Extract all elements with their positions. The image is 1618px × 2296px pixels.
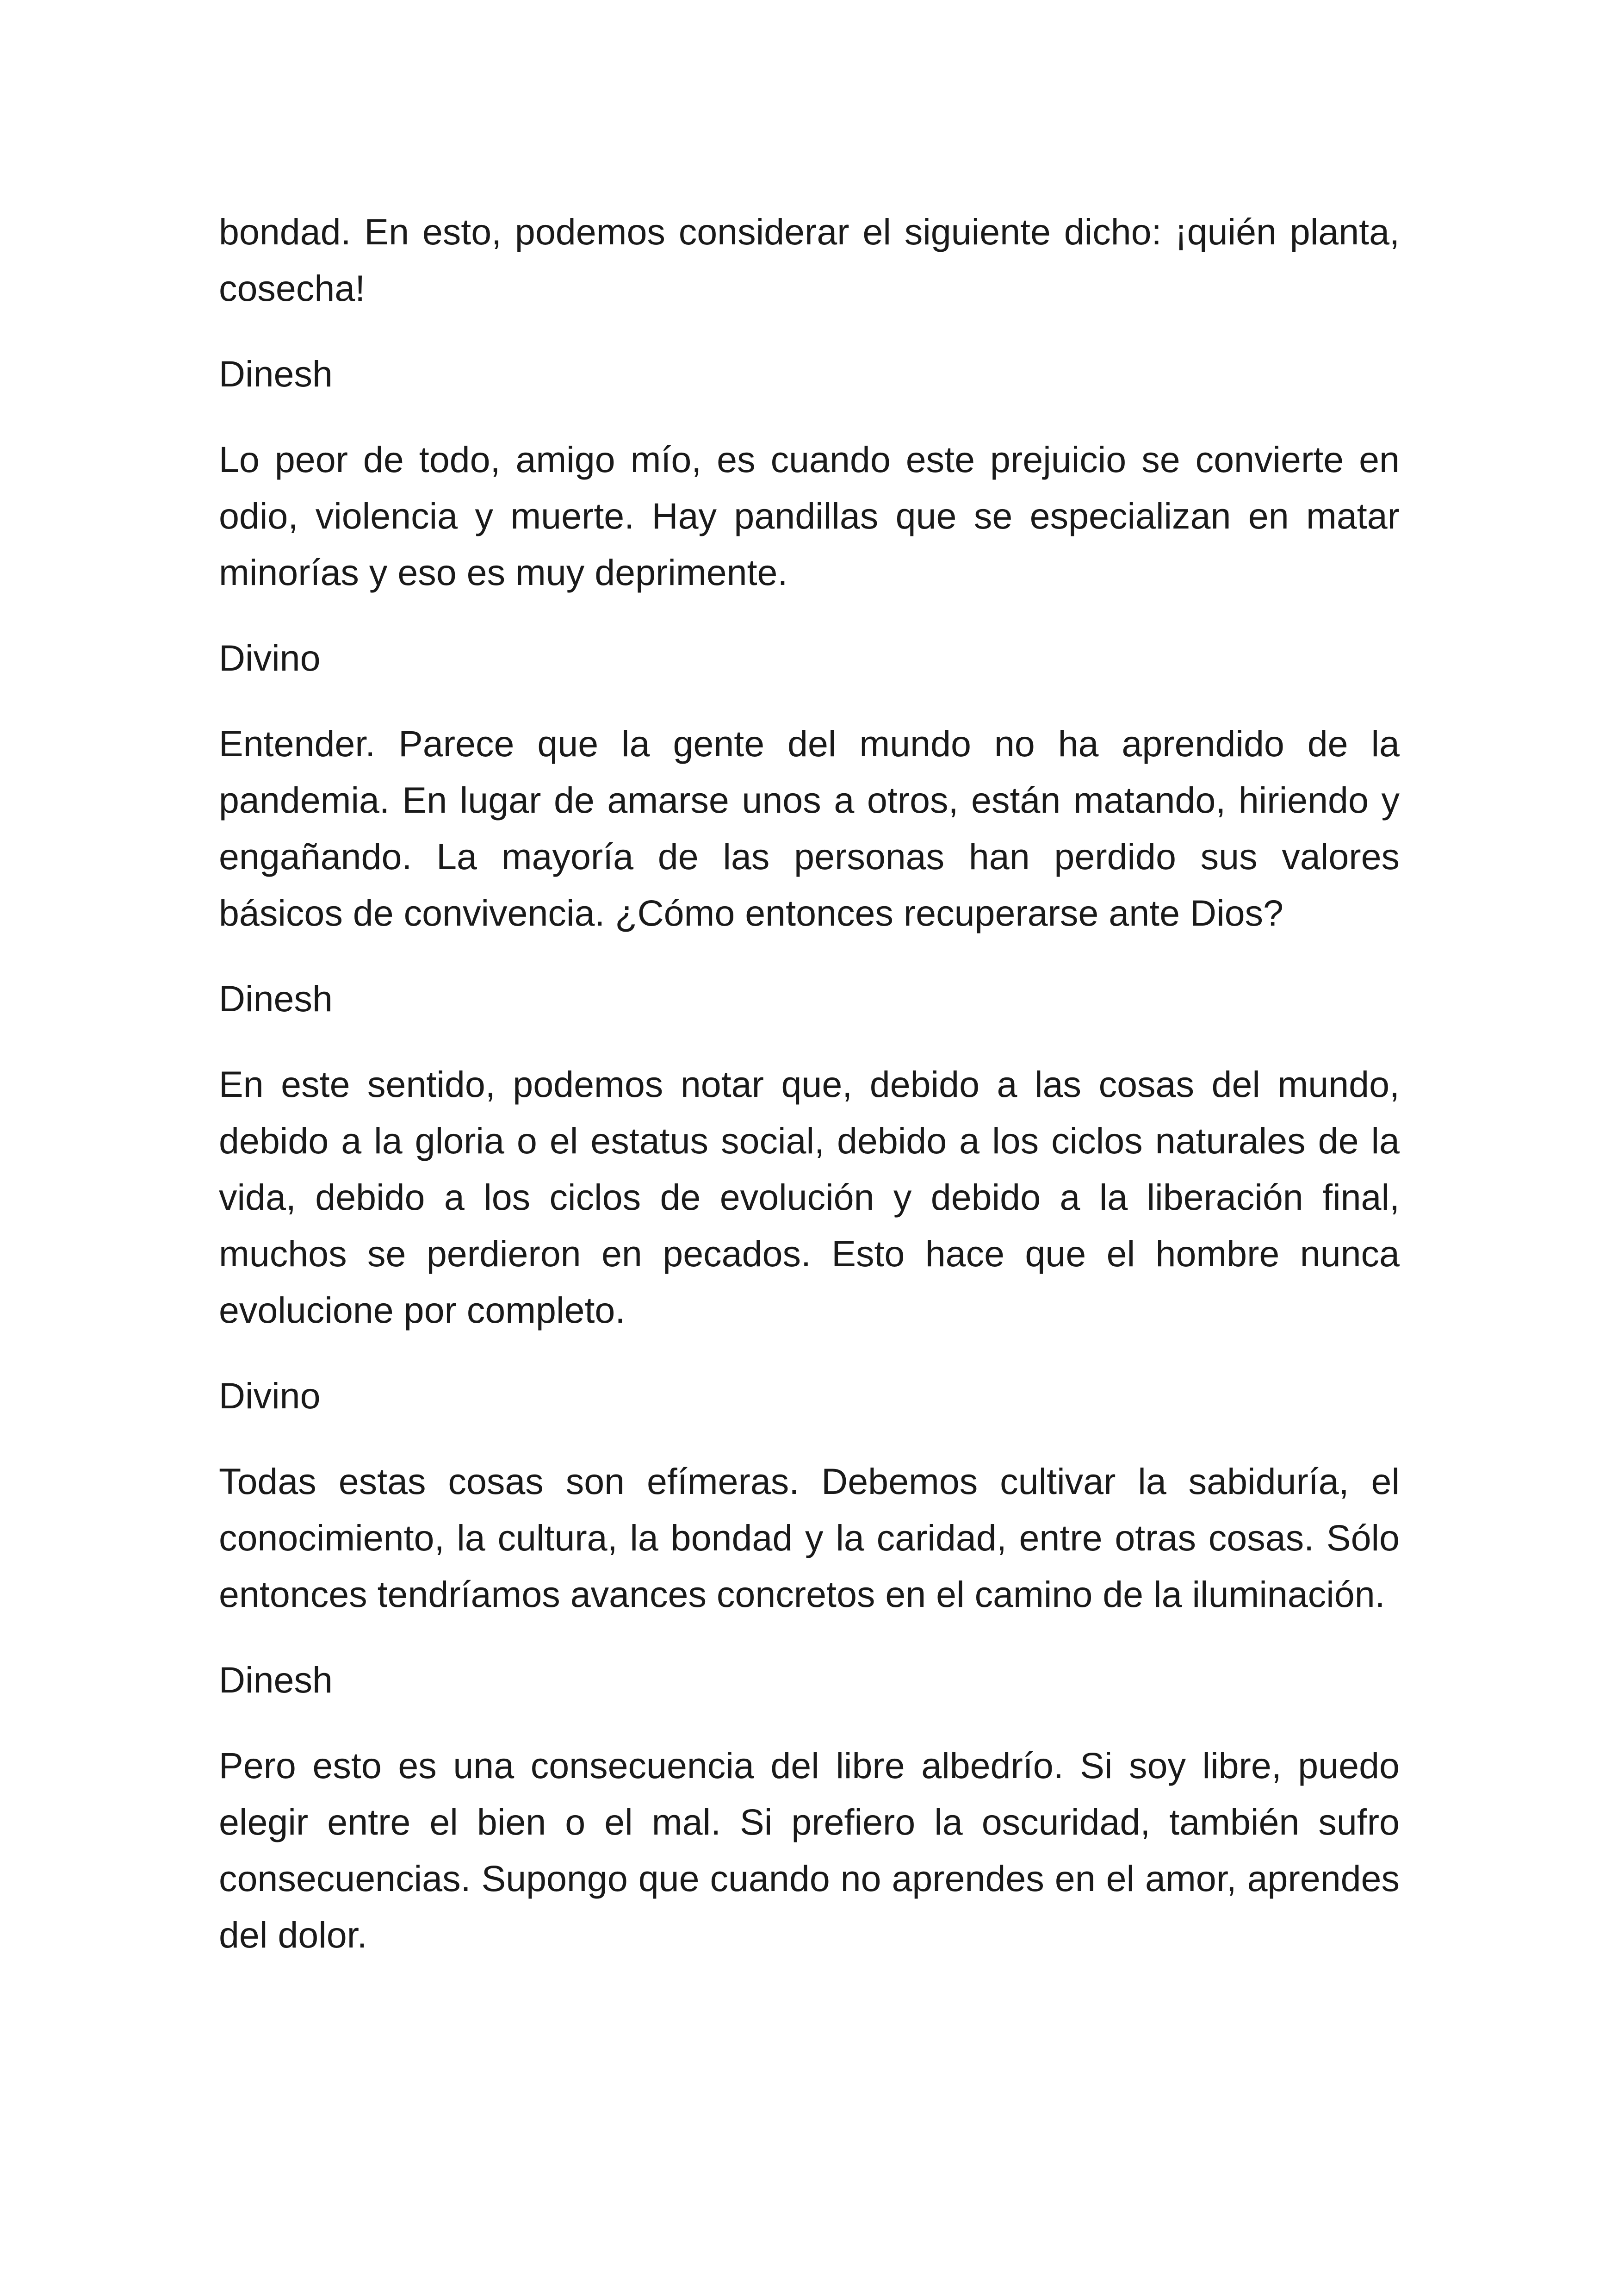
dialogue-paragraph: Pero esto es una consecuencia del libre albedrío. Si soy libre, puedo elegir entre el bien o el mal. Si prefiero la oscuridad, también sufro consecuencias. Supongo que cuando no aprendes en el amor, aprendes del dolor.: [219, 1745, 1400, 1955]
dialogue-paragraph: En este sentido, podemos notar que, debido a las cosas del mundo, debido a la gloria o el estatus social, debido a los ciclos naturales de la vida, debido a los ciclos de evolución y debido a la liberación final, muchos se perdieron en pecados. Esto hace que el hombre nunca evolucione por completo.: [219, 1064, 1400, 1331]
speaker-label: Dinesh: [219, 353, 333, 394]
paragraph-continuation: bondad. En esto, podemos considerar el siguiente dicho: ¡quién planta, cosecha!: [219, 211, 1400, 309]
dialogue-paragraph: Todas estas cosas son efímeras. Debemos cultivar la sabiduría, el conocimiento, la cultura, la bondad y la caridad, entre otras cosas. Sólo entonces tendríamos avances concretos en el camino de la iluminación.: [219, 1461, 1400, 1615]
speaker-label: Dinesh: [219, 978, 333, 1019]
speaker-label: Dinesh: [219, 1659, 333, 1700]
speaker-label: Divino: [219, 1375, 321, 1416]
document-body: [219, 204, 1400, 1992]
speaker-label: Divino: [219, 637, 321, 678]
dialogue-paragraph: Entender. Parece que la gente del mundo no ha aprendido de la pandemia. En lugar de amarse unos a otros, están matando, hiriendo y engañando. La mayoría de las personas han perdido sus valores básicos de convivencia. ¿Cómo entonces recuperarse ante Dios?: [219, 723, 1400, 933]
dialogue-paragraph: Lo peor de todo, amigo mío, es cuando este prejuicio se convierte en odio, violencia y muerte. Hay pandillas que se especializan en matar minorías y eso es muy deprimente.: [219, 439, 1400, 593]
